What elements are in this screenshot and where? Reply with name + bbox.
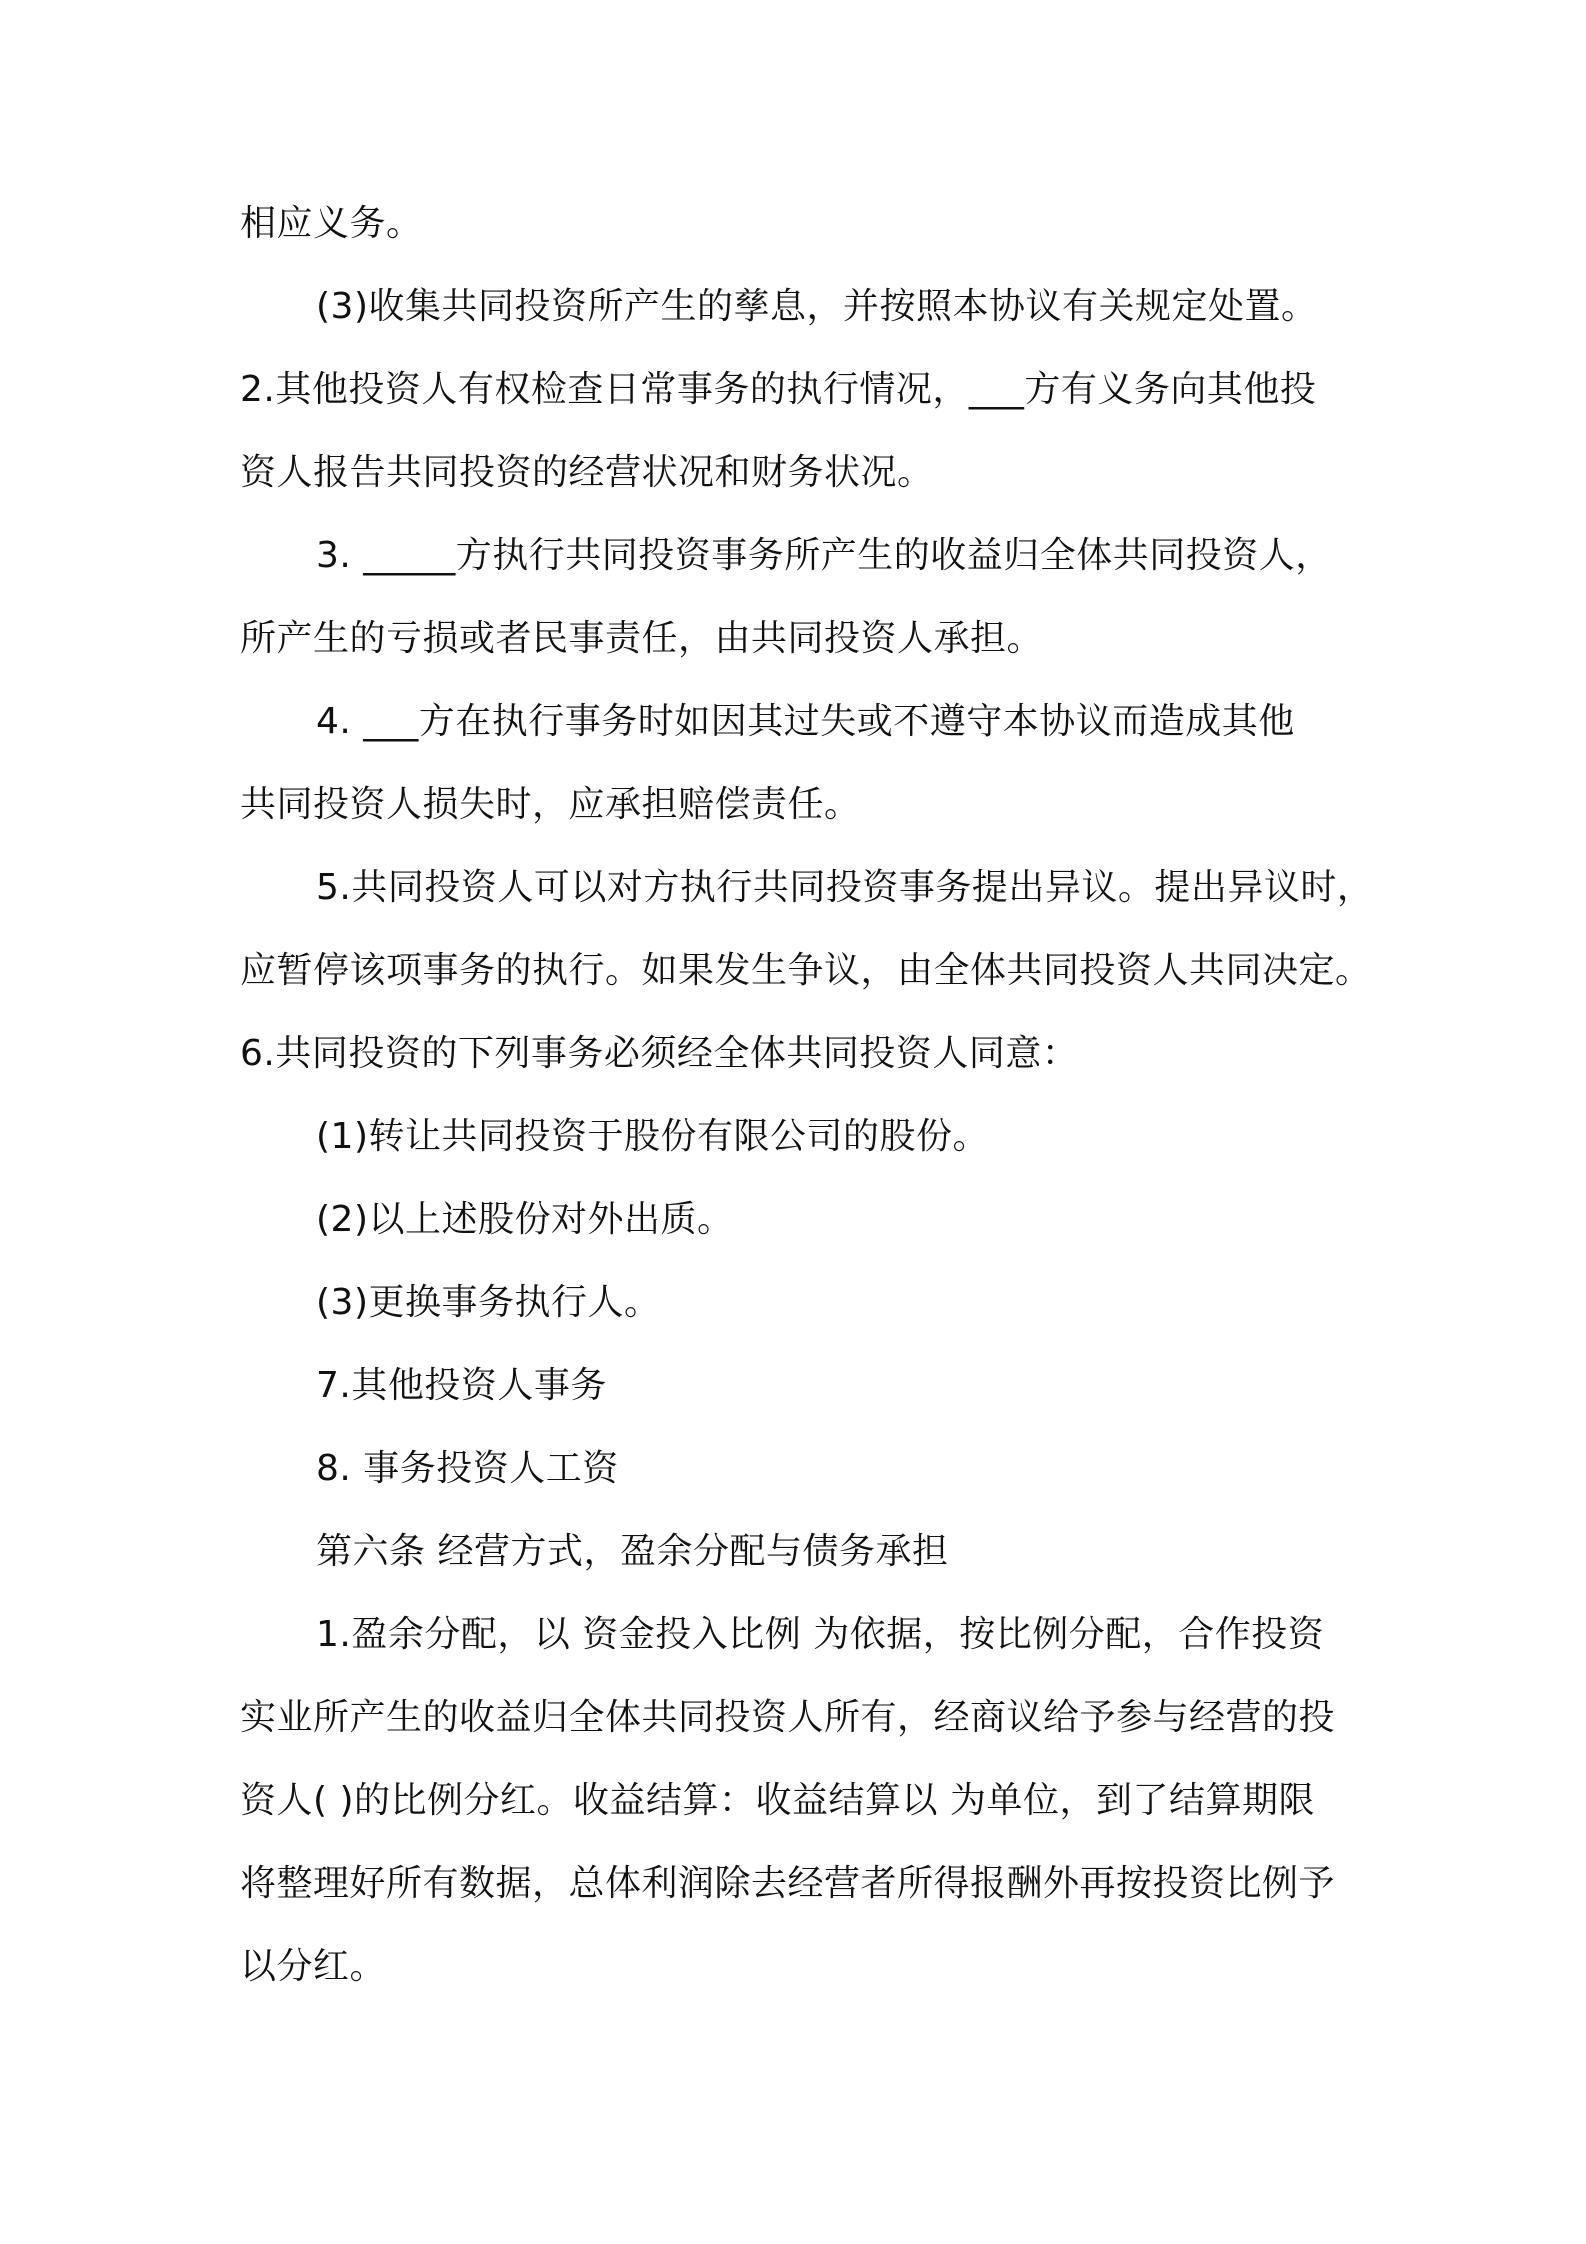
- text-line: 以分红。: [240, 1946, 387, 1987]
- text-line: 1.盈余分配，以 资金投入比例 为依据，按比例分配，合作投资: [316, 1614, 1325, 1655]
- text-line: 6.共同投资的下列事务必须经全体共同投资人同意：: [240, 1033, 1079, 1074]
- text-line: 2.其他投资人有权检查日常事务的执行情况，___方有义务向其他投: [240, 369, 1317, 410]
- text-line: 资人报告共同投资的经营状况和财务状况。: [240, 452, 934, 493]
- text-line: 8. 事务投资人工资: [316, 1448, 619, 1489]
- text-line: 资人( )的比例分红。收益结算：收益结算以 为单位，到了结算期限: [240, 1780, 1315, 1821]
- text-line: 4. ___方在执行事务时如因其过失或不遵守本协议而造成其他: [316, 701, 1295, 742]
- text-line: 实业所产生的收益归全体共同投资人所有，经商议给予参与经营的投: [240, 1697, 1336, 1738]
- text-line: 相应义务。: [240, 203, 423, 244]
- text-line: 将整理好所有数据，总体利润除去经营者所得报酬外再按投资比例予: [240, 1863, 1336, 1904]
- text-line: 应暂停该项事务的执行。如果发生争议，由全体共同投资人共同决定。: [240, 950, 1372, 991]
- text-line: 5.共同投资人可以对方执行共同投资事务提出异议。提出异议时，: [316, 867, 1374, 908]
- text-line: (3)收集共同投资所产生的孳息，并按照本协议有关规定处置。: [316, 286, 1318, 327]
- text-line: 7.其他投资人事务: [316, 1365, 607, 1406]
- text-line: (2)以上述股份对外出质。: [316, 1199, 734, 1240]
- text-line: 3. _____方执行共同投资事务所产生的收益归全体共同投资人，: [316, 535, 1332, 576]
- text-line: (3)更换事务执行人。: [316, 1282, 661, 1323]
- text-line: (1)转让共同投资于股份有限公司的股份。: [316, 1116, 989, 1157]
- section-heading: 第六条 经营方式，盈余分配与债务承担: [316, 1531, 949, 1572]
- text-line: 所产生的亏损或者民事责任，由共同投资人承担。: [240, 618, 1044, 659]
- text-line: 共同投资人损失时，应承担赔偿责任。: [240, 784, 861, 825]
